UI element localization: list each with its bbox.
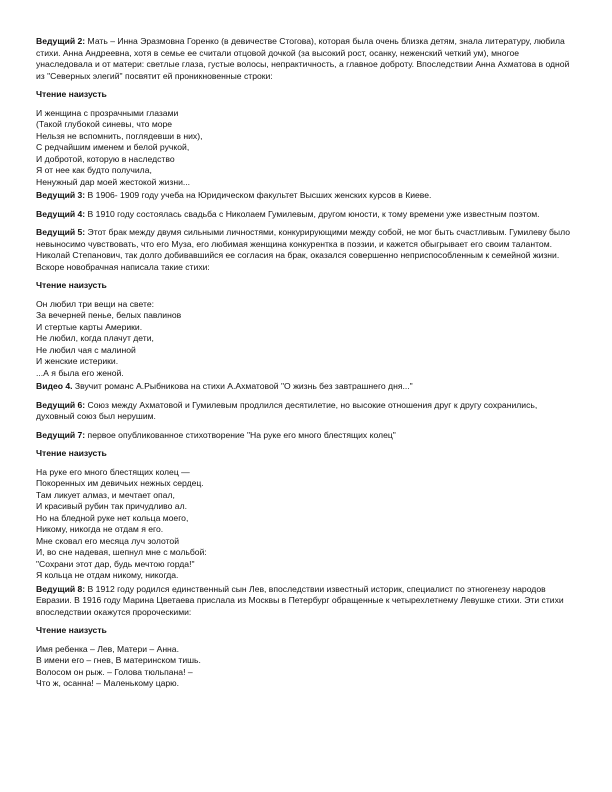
speaker-label: Ведущий 2: — [36, 36, 86, 46]
speaker-label: Ведущий 4: — [36, 208, 86, 219]
speaker-label: Ведущий 6: — [36, 399, 86, 410]
paragraph-text: Звучит романс А.Рыбникова на стихи А.Ахматовой "О жизнь без завтрашнего дня..." — [72, 381, 413, 391]
poem-line: Не любил, когда плачут дети, — [36, 333, 154, 343]
poem-line: Никому, никогда не отдам я его. — [36, 524, 164, 534]
poem-line: Имя ребенка – Лев, Матери – Анна. — [36, 643, 179, 654]
section-heading: Чтение наизусть — [36, 448, 107, 458]
paragraph-host-5 — [36, 227, 576, 273]
poem-line: Что ж, осанна! – Маленькому царю. — [36, 678, 180, 688]
speaker-label: Видео 4. — [36, 381, 73, 391]
paragraph-host-8 — [36, 584, 576, 619]
speaker-label: Ведущий 3: — [36, 190, 86, 200]
paragraph-text: Мать – Инна Эразмовна Горенко (в девичестве Стогова), которая была очень близка детям, знала литературу, любила стихи. Анна Андреевна, хотя в семье ее считали отцовой дочкой (за высокий рост, осанку, неженский четкий ум), многое унаследовала и от матери: светлые глаза, густые волосы, непрактичность, а главное доброту. Впоследствии Анна Ахматова в одной из "Северных элегий" посвятит ей проникновенные строки: — [36, 36, 570, 81]
poem-line: На руке его много блестящих колец — — [36, 466, 190, 477]
poem-line: Нельзя не вспомнить, поглядевши в них), — [36, 130, 203, 141]
paragraph-host-2 — [36, 36, 576, 82]
poem-line: Но на бледной руке нет кольца моего, — [36, 512, 189, 523]
poem-line: Я от нее как будто получила, — [36, 165, 152, 175]
section-heading: Чтение наизусть — [36, 280, 107, 290]
paragraph-text: первое опубликованное стихотворение "На руке его много блестящих колец" — [85, 429, 396, 440]
paragraph-text: В 1906- 1909 году учеба на Юридическом факультет Высших женских курсов в Киеве. — [85, 190, 432, 200]
poem-line: И красивый рубин так причудливо ал. — [36, 501, 187, 511]
paragraph-text: В 1910 году состоялась свадьба с Николаем Гумилевым, другом юности, к тому времени уже известным поэтом. — [85, 208, 540, 219]
poem — [36, 467, 576, 582]
poem-line: И добротой, которую в наследство — [36, 153, 175, 164]
speaker-label: Ведущий 8: — [36, 583, 86, 594]
poem-line: (Такой глубокой синевы, что море — [36, 119, 173, 129]
poem-line: Ненужный дар моей жестокой жизни... — [36, 176, 191, 187]
poem-line: Не любил чая с малиной — [36, 344, 136, 355]
poem — [36, 108, 576, 189]
poem-line: Там ликует алмаз, и мечтает опал, — [36, 489, 175, 500]
speaker-label: Ведущий 5: — [36, 227, 86, 237]
speaker-label: Ведущий 7: — [36, 429, 86, 440]
paragraph-video-4 — [36, 381, 576, 393]
poem-line: За вечерней пенье, белых павлинов — [36, 310, 182, 320]
section-heading: Чтение наизусть — [36, 625, 107, 635]
paragraph-host-4 — [36, 209, 576, 221]
paragraph-host-7 — [36, 430, 576, 442]
paragraph-text: Этот брак между двумя сильными личностями, конкурирующими между собой, не мог быть счастливым. Гумилеву было невыносимо чувствовать, что его Муза, его любимая женщина конкурентка в поэзии, и кажется обыгрывает его своим талантом. Николай Степанович, так долго добивавшийся ее согласия на брак, оказался совершенно неприспособленным к семейной жизни. Вскоре новобрачная написала такие стихи: — [36, 227, 570, 272]
poem-line: "Сохрани этот дар, будь мечтою горда!" — [36, 558, 195, 569]
poem — [36, 644, 576, 690]
poem-line: ...А я была его женой. — [36, 367, 124, 378]
poem-line: Покоренных им девичьих нежных сердец. — [36, 478, 204, 488]
poem-line: Я кольца не отдам никому, никогда. — [36, 570, 179, 580]
poem-line: В имени его – гнев, В материнском тишь. — [36, 655, 201, 665]
poem-line: С редчайшим именем и белой ручкой, — [36, 142, 190, 152]
poem-line: Мне сковал его месяца луч золотой — [36, 535, 180, 546]
paragraph-text: Союз между Ахматовой и Гумилевым продлился десятилетие, но высокие отношения друг к другу сохранились, духовный союз был нерушим. — [36, 399, 538, 421]
poem-line: И, во сне надевая, шепнул мне с мольбой: — [36, 547, 207, 557]
poem-line: И женские истерики. — [36, 356, 119, 366]
paragraph-host-3 — [36, 190, 576, 202]
poem-line: И женщина с прозрачными глазами — [36, 107, 179, 118]
paragraph-host-6 — [36, 400, 576, 423]
poem-line: Волосом он рыж. – Голова тюльпана! – — [36, 666, 193, 677]
poem-line: Он любил три вещи на свете: — [36, 298, 154, 309]
document-page — [36, 36, 576, 692]
section-heading: Чтение наизусть — [36, 89, 107, 99]
poem-line: И стертые карты Америки. — [36, 321, 143, 332]
paragraph-text: В 1912 году родился единственный сын Лев, впоследствии известный историк, специалист по этногенезу народов Евразии. В 1916 году Марина Цветаева прислала из Москвы в Петербург обращенные к четырехлетнему Левушке стихи. Эти стихи впоследствии окажутся пророческими: — [36, 583, 564, 617]
poem — [36, 299, 576, 380]
